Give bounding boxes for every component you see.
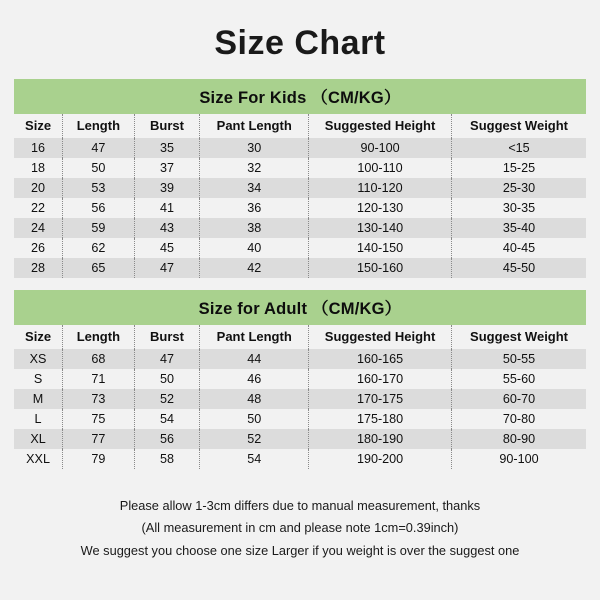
cell-burst: 52 bbox=[134, 389, 200, 409]
column-header-length: Length bbox=[63, 114, 135, 138]
cell-burst: 54 bbox=[134, 409, 200, 429]
column-header-size: Size bbox=[14, 114, 63, 138]
size-section-adult bbox=[14, 290, 586, 469]
cell-length: 56 bbox=[63, 198, 135, 218]
note-line-1: Please allow 1-3cm differs due to manual measurement, thanks bbox=[119, 498, 481, 513]
column-header-pant-length: Pant Length bbox=[200, 114, 309, 138]
cell-burst: 47 bbox=[134, 349, 200, 369]
cell-pant-length: 44 bbox=[200, 349, 309, 369]
column-header-suggest-weight: Suggest Weight bbox=[452, 325, 586, 349]
note-line-2: (All measurement in cm and please note 1cm=0.39inch) bbox=[141, 520, 459, 536]
cell-size: 24 bbox=[14, 218, 63, 238]
table-row bbox=[14, 409, 586, 429]
cell-length: 73 bbox=[63, 389, 135, 409]
cell-pant-length: 46 bbox=[200, 369, 309, 389]
cell-length: 50 bbox=[63, 158, 135, 178]
table-row bbox=[14, 389, 586, 409]
cell-suggested-height: 110-120 bbox=[309, 178, 452, 198]
section-band-adult: Size for Adult （CM/KG） bbox=[14, 290, 586, 325]
cell-pant-length: 34 bbox=[200, 178, 309, 198]
cell-suggested-height: 140-150 bbox=[309, 238, 452, 258]
cell-suggested-height: 180-190 bbox=[309, 429, 452, 449]
cell-size: 22 bbox=[14, 198, 63, 218]
cell-burst: 37 bbox=[134, 158, 200, 178]
cell-suggest-weight: 90-100 bbox=[452, 449, 586, 469]
cell-suggest-weight: 30-35 bbox=[452, 198, 586, 218]
cell-suggest-weight: <15 bbox=[452, 138, 586, 158]
size-section-kids bbox=[14, 79, 586, 278]
table-row bbox=[14, 218, 586, 238]
cell-suggest-weight: 45-50 bbox=[452, 258, 586, 278]
cell-suggest-weight: 35-40 bbox=[452, 218, 586, 238]
cell-suggested-height: 90-100 bbox=[309, 138, 452, 158]
cell-size: 20 bbox=[14, 178, 63, 198]
column-header-suggested-height: Suggested Height bbox=[309, 325, 452, 349]
cell-pant-length: 48 bbox=[200, 389, 309, 409]
cell-suggest-weight: 55-60 bbox=[452, 369, 586, 389]
cell-suggested-height: 170-175 bbox=[309, 389, 452, 409]
table-row bbox=[14, 158, 586, 178]
cell-length: 75 bbox=[63, 409, 135, 429]
cell-pant-length: 30 bbox=[200, 138, 309, 158]
cell-length: 71 bbox=[63, 369, 135, 389]
cell-size: 28 bbox=[14, 258, 63, 278]
table-row bbox=[14, 238, 586, 258]
page-title: Size Chart bbox=[214, 24, 386, 62]
cell-burst: 35 bbox=[134, 138, 200, 158]
section-band-kids: Size For Kids （CM/KG） bbox=[14, 79, 586, 114]
cell-suggested-height: 190-200 bbox=[309, 449, 452, 469]
cell-burst: 50 bbox=[134, 369, 200, 389]
cell-burst: 43 bbox=[134, 218, 200, 238]
cell-suggested-height: 130-140 bbox=[309, 218, 452, 238]
cell-size: S bbox=[14, 369, 63, 389]
cell-suggested-height: 160-165 bbox=[309, 349, 452, 369]
cell-suggest-weight: 80-90 bbox=[452, 429, 586, 449]
table-header-row bbox=[14, 325, 586, 349]
cell-burst: 39 bbox=[134, 178, 200, 198]
cell-suggested-height: 160-170 bbox=[309, 369, 452, 389]
cell-suggested-height: 100-110 bbox=[309, 158, 452, 178]
cell-length: 77 bbox=[63, 429, 135, 449]
cell-pant-length: 52 bbox=[200, 429, 309, 449]
footer-notes bbox=[14, 495, 586, 562]
cell-length: 68 bbox=[63, 349, 135, 369]
cell-suggest-weight: 15-25 bbox=[452, 158, 586, 178]
cell-suggest-weight: 25-30 bbox=[452, 178, 586, 198]
cell-suggested-height: 150-160 bbox=[309, 258, 452, 278]
cell-size: XS bbox=[14, 349, 63, 369]
table-row bbox=[14, 258, 586, 278]
cell-pant-length: 42 bbox=[200, 258, 309, 278]
table-row bbox=[14, 429, 586, 449]
column-header-burst: Burst bbox=[134, 325, 200, 349]
cell-size: 18 bbox=[14, 158, 63, 178]
column-header-length: Length bbox=[63, 325, 135, 349]
cell-suggested-height: 120-130 bbox=[309, 198, 452, 218]
cell-size: XL bbox=[14, 429, 63, 449]
cell-length: 59 bbox=[63, 218, 135, 238]
table-row bbox=[14, 349, 586, 369]
column-header-size: Size bbox=[14, 325, 63, 349]
table-row bbox=[14, 369, 586, 389]
size-table-adult bbox=[14, 325, 586, 469]
cell-pant-length: 38 bbox=[200, 218, 309, 238]
cell-suggest-weight: 70-80 bbox=[452, 409, 586, 429]
cell-burst: 47 bbox=[134, 258, 200, 278]
cell-size: XXL bbox=[14, 449, 63, 469]
cell-length: 65 bbox=[63, 258, 135, 278]
cell-size: 16 bbox=[14, 138, 63, 158]
cell-burst: 56 bbox=[134, 429, 200, 449]
table-row bbox=[14, 138, 586, 158]
cell-pant-length: 32 bbox=[200, 158, 309, 178]
cell-burst: 45 bbox=[134, 238, 200, 258]
cell-length: 79 bbox=[63, 449, 135, 469]
cell-length: 53 bbox=[63, 178, 135, 198]
cell-pant-length: 54 bbox=[200, 449, 309, 469]
cell-size: M bbox=[14, 389, 63, 409]
cell-suggested-height: 175-180 bbox=[309, 409, 452, 429]
cell-burst: 58 bbox=[134, 449, 200, 469]
size-table-kids bbox=[14, 114, 586, 278]
column-header-pant-length: Pant Length bbox=[200, 325, 309, 349]
cell-size: 26 bbox=[14, 238, 63, 258]
cell-length: 47 bbox=[63, 138, 135, 158]
table-row bbox=[14, 178, 586, 198]
cell-size: L bbox=[14, 409, 63, 429]
table-row bbox=[14, 198, 586, 218]
note-line-3: We suggest you choose one size Larger if you weight is over the suggest one bbox=[80, 542, 520, 558]
cell-pant-length: 36 bbox=[200, 198, 309, 218]
table-row bbox=[14, 449, 586, 469]
cell-length: 62 bbox=[63, 238, 135, 258]
column-header-suggested-height: Suggested Height bbox=[309, 114, 452, 138]
cell-suggest-weight: 40-45 bbox=[452, 238, 586, 258]
cell-burst: 41 bbox=[134, 198, 200, 218]
column-header-suggest-weight: Suggest Weight bbox=[452, 114, 586, 138]
cell-pant-length: 50 bbox=[200, 409, 309, 429]
cell-pant-length: 40 bbox=[200, 238, 309, 258]
cell-suggest-weight: 60-70 bbox=[452, 389, 586, 409]
table-header-row bbox=[14, 114, 586, 138]
column-header-burst: Burst bbox=[134, 114, 200, 138]
cell-suggest-weight: 50-55 bbox=[452, 349, 586, 369]
